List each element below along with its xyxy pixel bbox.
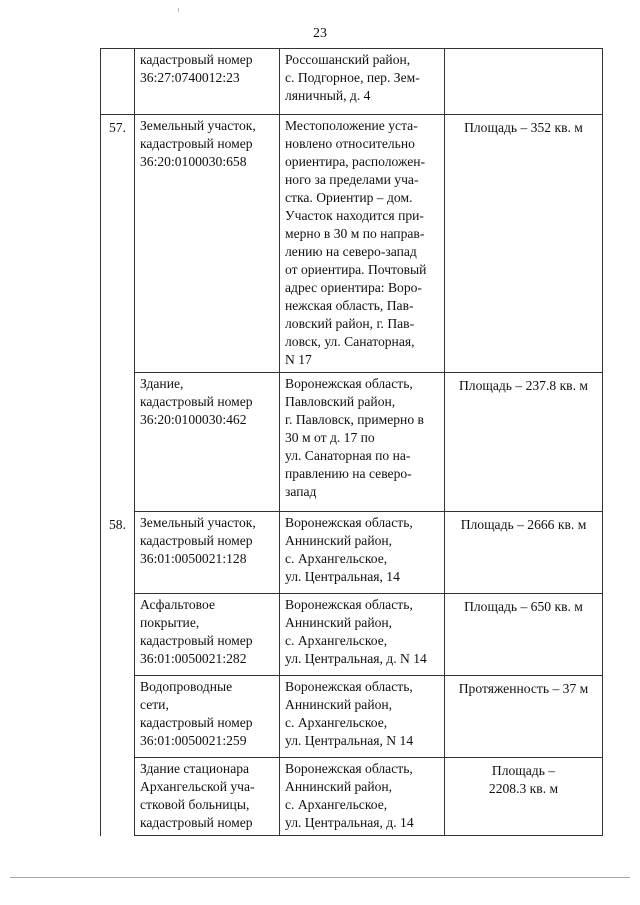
area-text: Площадь – 352 кв. м <box>464 120 583 135</box>
table-row <box>101 676 603 758</box>
area-text: Площадь – 2666 кв. м <box>460 517 587 532</box>
object-cell <box>135 373 280 512</box>
row-number <box>101 594 135 676</box>
address-text: Воронежская область, Аннинский район, с. Архангельское, ул. Центральная, д. N 14 <box>285 597 427 666</box>
object-cell <box>135 512 280 594</box>
address-cell <box>280 373 445 512</box>
object-text: кадастровый номер 36:27:0740012:23 <box>140 52 253 85</box>
table-row <box>101 758 603 836</box>
object-cell <box>135 758 280 836</box>
page-number: 23 <box>313 26 327 41</box>
address-cell <box>280 49 445 115</box>
object-cell <box>135 115 280 373</box>
address-cell <box>280 676 445 758</box>
area-text: Протяженность – 37 м <box>458 681 589 696</box>
address-text: Воронежская область, Аннинский район, с. Архангельское, ул. Центральная, N 14 <box>285 679 414 748</box>
area-cell <box>445 676 603 758</box>
address-cell <box>280 758 445 836</box>
row-number: 57. <box>101 115 135 373</box>
row-number: 58. <box>101 512 135 594</box>
address-text: Воронежская область, Аннинский район, с. Архангельское, ул. Центральная, д. 14 <box>285 761 414 830</box>
area-cell <box>445 594 603 676</box>
object-text: Земельный участок, кадастровый номер 36:20:0100030:658 <box>140 118 256 169</box>
object-text: Асфальтовое покрытие, кадастровый номер 36:01:0050021:282 <box>140 597 253 666</box>
row-number <box>101 373 135 512</box>
table-row <box>101 49 603 115</box>
object-cell <box>135 594 280 676</box>
area-cell <box>445 758 603 836</box>
object-text: Земельный участок, кадастровый номер 36:01:0050021:128 <box>140 515 256 566</box>
area-cell <box>445 115 603 373</box>
address-cell <box>280 512 445 594</box>
scan-edge-line <box>10 877 630 878</box>
object-text: Водопроводные сети, кадастровый номер 36:01:0050021:259 <box>140 679 253 748</box>
address-cell <box>280 594 445 676</box>
property-table <box>100 48 603 836</box>
scan-mark <box>178 8 179 12</box>
area-cell <box>445 512 603 594</box>
object-text: Здание, кадастровый номер 36:20:0100030:462 <box>140 376 253 427</box>
object-cell <box>135 49 280 115</box>
row-number <box>101 49 135 115</box>
area-cell <box>445 373 603 512</box>
table-row <box>101 115 603 373</box>
address-text: Воронежская область, Аннинский район, с. Архангельское, ул. Центральная, 14 <box>285 515 413 584</box>
address-text: Местоположение уста- новлено относительно ориентира, расположен- ного за пределами уча- стка. Ориентир – дом. Участок находится при- мерно в 30 м по направ- лению на северо-запад от ориентира. Почтовый адрес ориентира: Воро- нежская область, Пав- ловский район, г. Пав- ловск, ул. Санаторная, N 17 <box>285 118 427 367</box>
table-row <box>101 373 603 512</box>
address-cell <box>280 115 445 373</box>
area-text: Площадь – 650 кв. м <box>464 599 583 614</box>
address-text: Воронежская область, Павловский район, г. Павловск, примерно в 30 м от д. 17 по ул. Санаторная по на- правлению на северо- запад <box>285 376 424 499</box>
area-cell <box>445 49 603 115</box>
row-number <box>101 758 135 836</box>
object-text: Здание стационара Архангельской уча- стковой больницы, кадастровый номер <box>140 761 255 830</box>
row-number <box>101 676 135 758</box>
table-row <box>101 594 603 676</box>
table-row <box>101 512 603 594</box>
object-cell <box>135 676 280 758</box>
area-text: Площадь – 2208.3 кв. м <box>488 763 559 796</box>
address-text: Россошанский район, с. Подгорное, пер. Зем- ляничный, д. 4 <box>285 52 420 103</box>
area-text: Площадь – 237.8 кв. м <box>458 378 588 393</box>
